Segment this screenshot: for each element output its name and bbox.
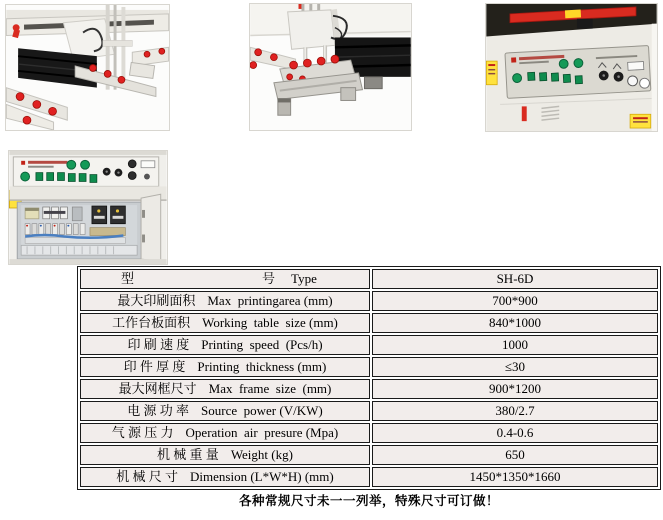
spec-value-printing-speed: 1000 [372,335,658,355]
machine-gantry-corner-illustration [6,5,169,130]
electrical-cabinet-illustration [9,151,167,264]
spec-value-weight: 650 [372,445,658,465]
table-row-dimension [80,467,658,487]
control-panel-illustration [486,4,657,131]
spec-value-max-printing-area: 700*900 [372,291,658,311]
spec-label-printing-thickness: 印 件 厚 度 Printing thickness (mm) [80,357,370,377]
spec-value-air-pressure: 0.4-0.6 [372,423,658,443]
spec-value-working-table-size: 840*1000 [372,313,658,333]
table-row-weight [80,445,658,465]
table-row-type [80,269,658,289]
spec-label-source-power: 电 源 功 率 Source power (V/KW) [80,401,370,421]
spec-value-printing-thickness: ≤30 [372,357,658,377]
spec-label-type: 型 号 Type [80,269,370,289]
spec-value-type: SH-6D [372,269,658,289]
machine-gantry-corner-photo [5,4,170,131]
spec-label-weight: 机 械 重 量 Weight (kg) [80,445,370,465]
print-head-clamp-illustration [250,4,411,130]
spec-label-air-pressure: 气 源 压 力 Operation air presure (Mpa) [80,423,370,443]
table-row-air-pressure [80,423,658,443]
table-row-max-printing-area [80,291,658,311]
control-panel-photo [485,3,658,132]
spec-value-max-frame-size: 900*1200 [372,379,658,399]
table-row-max-frame-size [80,379,658,399]
custom-size-footnote: 各种常规尺寸未一一列举，特殊尺寸可订做！ [238,494,499,508]
spec-label-printing-speed: 印 刷 速 度 Printing speed (Pcs/h) [80,335,370,355]
spec-label-max-printing-area: 最大印刷面积 Max printingarea (mm) [80,291,370,311]
spec-label-working-table-size: 工作台板面积 Working table size (mm) [80,313,370,333]
spec-label-dimension: 机 械 尺 寸 Dimension (L*W*H) (mm) [80,467,370,487]
table-row-source-power [80,401,658,421]
spec-label-max-frame-size: 最大网框尺寸 Max frame size (mm) [80,379,370,399]
print-head-clamp-photo [249,3,412,131]
electrical-cabinet-photo [8,150,168,265]
table-row-printing-thickness [80,357,658,377]
table-row-printing-speed [80,335,658,355]
table-row-working-table-size [80,313,658,333]
spec-table [77,266,661,490]
spec-value-dimension: 1450*1350*1660 [372,467,658,487]
spec-value-source-power: 380/2.7 [372,401,658,421]
